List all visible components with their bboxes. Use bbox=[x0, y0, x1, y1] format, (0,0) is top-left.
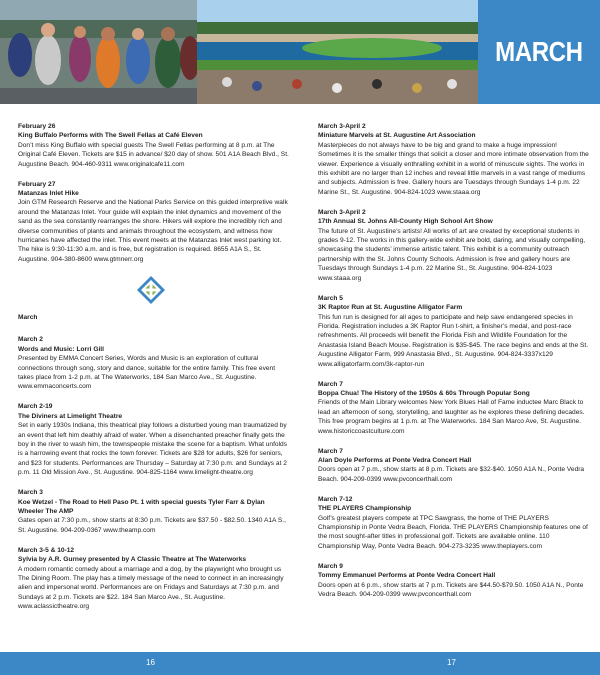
event-item bbox=[18, 122, 290, 169]
event-date: March 9 bbox=[318, 562, 343, 570]
event-date: March 3-April 2 bbox=[318, 208, 366, 216]
event-title: Words and Music: Lorri Gill bbox=[18, 345, 104, 353]
event-description: The future of St. Augustine’s artists! All works of art are created by exceptional students in grades 9-12. The works in this gallery-wide exhibit are bold, daring, and visually compelling, showcasing the students’ immense artistic talent. This exhibit is a community outreach partnership with the St. Johns County Schools. Admission is free and gallery hours are Tuesdays through Sundays 1-4 p.m. 22 Marine St., St. Augustine. 904-824-1023 www.staaa.org bbox=[318, 227, 586, 282]
event-description: Masterpieces do not always have to be big and grand to make a huge impression! Sometimes it is the smaller things that solicit a closer and more intimate observation from the viewer. Experience a visually enthralling exhibit in a world of minuscule sights. The works in this exhibit are no larger than 12 inches and reveal little marvels in a vast range of mediums and subjects. Admission is free. Gallery hours are Tuesdays through Sundays 1-4 p.m. 22 Marine St., St. Augustine. 904-824-1023 www.staaa.org bbox=[318, 141, 589, 196]
event-title: Tommy Emmanuel Performs at Ponte Vedra Concert Hall bbox=[318, 572, 496, 580]
month-banner bbox=[478, 0, 600, 104]
event-description: Presented by EMMA Concert Series, Words and Music is an exploration of cultural connections through song, story and dance, suitable for the entire family. This free event takes place from 1-2 p.m. at The Waterworks, 184 San Marco Ave., St. Augustine. www.emmaconcerts.com bbox=[18, 355, 276, 391]
event-title: Matanzas Inlet Hike bbox=[18, 190, 79, 198]
event-title: 17th Annual St. Johns All-County High School Art Show bbox=[318, 218, 493, 226]
event-description: Join GTM Research Reserve and the National Parks Service on this guided interpretive walk around the Matanzas Inlet. Your guide will explain the inlet dynamics and movement of the sand as the sea constantly rearranges the shore. Hikers will explore the incredibly rich and diverse communities of plants and animals throughout the ecosystem, and witness how hurricanes have affected the inlet. This event meets at the Matanzas Inlet west parking lot. The hike is 9:30-11:30 a.m. and is free, but registration is required. 8655 A1A S., St. Augustine. 904-380-8600 www.gtmnerr.org bbox=[18, 199, 288, 263]
event-item bbox=[18, 488, 290, 535]
event-date: March 7 bbox=[318, 447, 343, 455]
event-item bbox=[18, 546, 290, 612]
event-title: THE PLAYERS Championship bbox=[318, 505, 412, 513]
event-item bbox=[18, 180, 290, 265]
event-date: March 7 bbox=[318, 380, 343, 388]
event-item bbox=[18, 335, 290, 391]
event-date: March 3-5 & 10-12 bbox=[18, 546, 75, 554]
event-title: Sylvia by A.R. Gurney presented by A Classic Theatre at The Waterworks bbox=[18, 556, 247, 564]
event-item bbox=[18, 402, 290, 477]
event-item bbox=[318, 122, 590, 197]
event-item bbox=[318, 562, 590, 600]
event-description: Doors open at 7 p.m., show starts at 8 p.m. Tickets are $32-$40. 1050 A1A N., Ponte Vedra Beach. 904-209-0399 www.pvconcerthall.com bbox=[318, 466, 585, 483]
left-column bbox=[18, 122, 290, 622]
event-date: March 5 bbox=[318, 294, 343, 302]
event-item bbox=[318, 208, 590, 283]
photo-fun-run-crowd bbox=[0, 0, 197, 104]
event-description: Gates open at 7:30 p.m., show starts at 8:30 p.m. Tickets are $37.50 - $82.50. 1340 A1A S., St. Augustine. 904-209-0367 www.theamp.com bbox=[18, 517, 286, 534]
month-title: MARCH bbox=[495, 36, 583, 67]
event-item bbox=[318, 495, 590, 551]
event-title: Miniature Marvels at St. Augustine Art Association bbox=[318, 132, 476, 140]
event-title: Boppa Chua! The History of the 1950s & 60s Through Popular Song bbox=[318, 389, 530, 397]
event-description: Golf’s greatest players compete at TPC Sawgrass, the home of THE PLAYERS Championship in Ponte Vedra Beach, Florida. THE PLAYERS Championship features one of the most sought-after titles in professional golf. Tickets are available online. 110 Championship Way, Ponte Vedra Beach. 904-273-3235 www.theplayers.com bbox=[318, 514, 588, 550]
event-description: Don’t miss King Buffalo with special guests The Swell Fellas performing at 8 p.m. at The Original Café Eleven. Tickets are $15 in advance/ $20 day of show. 501 A1A Beach Blvd., St. Augustine Beach. 904-460-9311 www.originalcafe11.com bbox=[18, 141, 289, 168]
event-title: King Buffalo Performs with The Swell Fellas at Café Eleven bbox=[18, 132, 203, 140]
event-date: March 7-12 bbox=[318, 495, 353, 503]
event-date: March 3-April 2 bbox=[318, 123, 366, 130]
event-date: March 3 bbox=[18, 489, 43, 497]
page-footer bbox=[0, 652, 600, 675]
event-title: 3K Raptor Run at St. Augustine Alligator Farm bbox=[318, 304, 463, 312]
event-title: Alan Doyle Performs at Ponte Vedra Concert Hall bbox=[318, 456, 472, 464]
event-date: March 2 bbox=[18, 336, 43, 344]
event-item bbox=[318, 380, 590, 436]
page-number-left: 16 bbox=[146, 658, 155, 667]
photo-golf-island-green bbox=[197, 0, 478, 104]
month-heading: March bbox=[18, 313, 38, 321]
event-title: The Diviners at Limelight Theatre bbox=[18, 412, 123, 420]
event-date: March 2-19 bbox=[18, 403, 53, 411]
event-description: Doors open at 6 p.m., show starts at 7 p.m. Tickets are $44.50-$79.50. 1050 A1A N., Ponte Vedra Beach. 904-209-0399 www.pvconcerthall.com bbox=[318, 581, 584, 599]
diamond-ornament-icon bbox=[136, 275, 166, 305]
right-column bbox=[318, 122, 590, 610]
event-description: Friends of the Main Library welcomes New York Blues Hall of Fame inductee Marc Black to lead an afternoon of song, storytelling, and laughter as he explores these defining decades. This free program begins at 1 p.m. at The Waterworks. 184 San Marco Ave, St. Augustine. www.historiccoastculture.com bbox=[318, 399, 585, 435]
event-date: February 27 bbox=[18, 180, 56, 188]
event-description: Set in early 1930s Indiana, this theatrical play follows a disturbed young man traumatized by an event that left him deathly afraid of water. When a disenchanted preacher finally gets the boy in the river to wash him, the townspeople mistake the scene for a baptism. What unfolds is a harrowing event that rocks the town forever. Tickets are $28 for adults, $26 for seniors, and $23 for students. Performances are Thursday – Saturday at 7:30 p.m. and Sundays at 2 p.m. 11 Old Mission Ave., St. Augustine. 904-825-1164 www.limelight-theatre.org bbox=[18, 422, 288, 477]
event-title: Koe Wetzel - The Road to Hell Paso Pt. 1 with special guests Tyler Farr & Dylan Wheeler The AMP bbox=[18, 498, 265, 515]
event-date: February 26 bbox=[18, 123, 56, 130]
event-description: A modern romantic comedy about a marriage and a dog, by the playwright who brought us The Dining Room. The play has a timely message of the need to connect in an increasingly alien and impersonal world. Performances are on Fridays and Saturdays at 7:30 p.m. and Sundays at 2 p.m. Tickets are $22. 184 San Marco Ave., St. Augustine. www.aclassictheatre.org bbox=[18, 565, 284, 611]
event-item bbox=[318, 294, 590, 369]
event-item bbox=[318, 447, 590, 485]
event-description: This fun run is designed for all ages to participate and help save endangered species in Florida. Registration includes a 3K Raptor Run t-shirt, a finisher’s medal, and post-race refreshments. All proceeds will benefit the Florida Fish and Wildlife Foundation for the Anastasia Island Beach Mouse. Registration is $35-$45. The race begins and ends at the St. Augustine Alligator Farm, 999 Anastasia Blvd., St. Augustine. 904-824-3337x129 www.alligatorfarm.com/3k-raptor-run bbox=[318, 313, 589, 368]
page-number-right: 17 bbox=[447, 658, 456, 667]
